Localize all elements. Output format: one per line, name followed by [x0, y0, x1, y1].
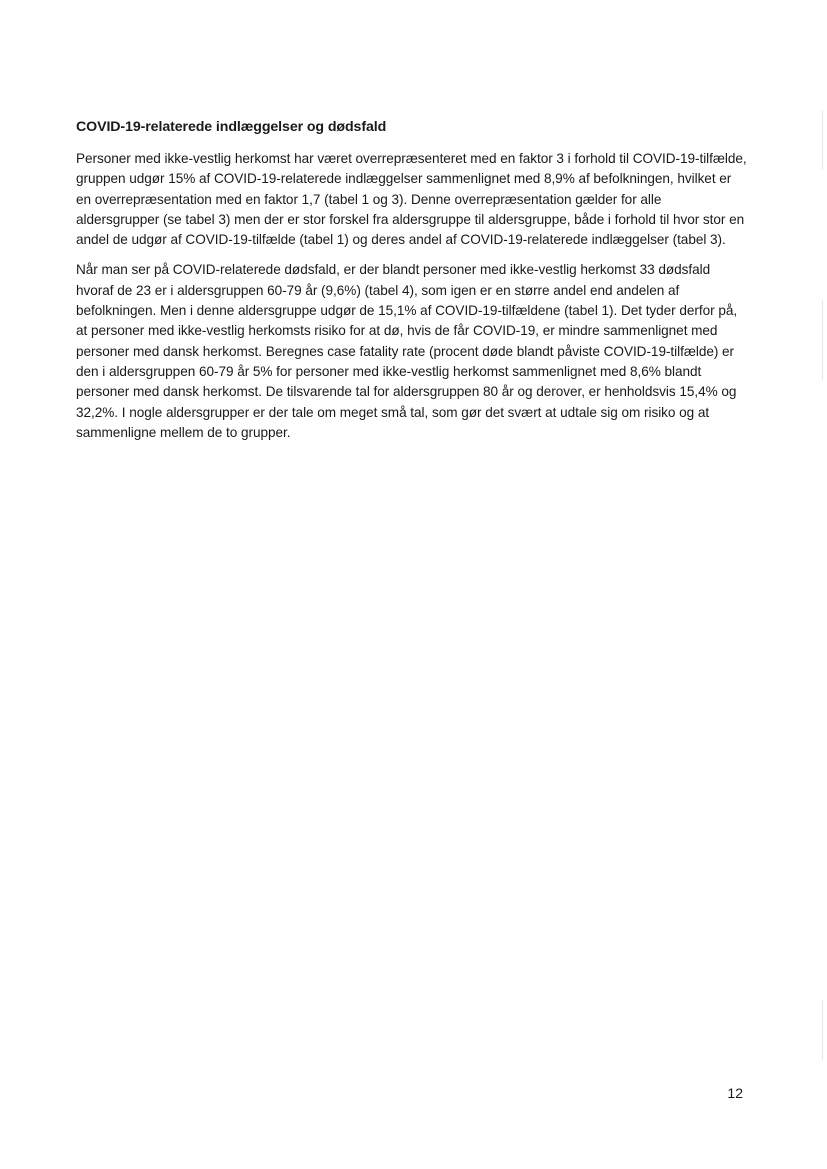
section-heading: COVID-19-relaterede indlæggelser og dødsfald: [76, 119, 387, 135]
scan-edge-mark: [822, 1000, 823, 1060]
scan-edge-mark: [822, 300, 823, 380]
scan-edge-mark: [822, 110, 823, 170]
section-content: [76, 117, 748, 453]
paragraph-hospitalizations: Personer med ikke-vestlig herkomst har været overrepræsenteret med en faktor 3 i forhold til COVID-19-tilfælde, gruppen udgør 15% af COVID-19-relaterede indlæggelser sammenlignet med 8,9% af befolkningen, hvilket er en overrepræsentation med en faktor 1,7 (tabel 1 og 3). Denne overrepræsentation gælder for alle aldersgrupper (se tabel 3) men der er stor forskel fra aldersgruppe til aldersgruppe, både i forhold til hvor stor en andel de udgør af COVID-19-tilfælde (tabel 1) og deres andel af COVID-19-relaterede indlæggelser (tabel 3).: [76, 151, 747, 248]
page-number: 12: [727, 1085, 743, 1101]
paragraph-deaths: Når man ser på COVID-relaterede dødsfald, er der blandt personer med ikke-vestlig herkomst 33 dødsfald hvoraf de 23 er i aldersgruppen 60-79 år (9,6%) (tabel 4), som igen er en større andel end andelen af befolkningen. Men i denne aldersgruppe udgør de 15,1% af COVID-19-tilfældene (tabel 1). Det tyder derfor på, at personer med ikke-vestlig herkomsts risiko for at dø, hvis de får COVID-19, er mindre sammenlignet med personer med dansk herkomst. Beregnes case fatality rate (procent døde blandt påviste COVID-19-tilfælde) er den i aldersgruppen 60-79 år 5% for personer med ikke-vestlig herkomst sammenlignet med 8,6% blandt personer med dansk herkomst. De tilsvarende tal for aldersgruppen 80 år og derover, er henholdsvis 15,4% og 32,2%. I nogle aldersgrupper er der tale om meget små tal, som gør det svært at udtale sig om risiko og at sammenligne mellem de to grupper.: [76, 262, 738, 440]
